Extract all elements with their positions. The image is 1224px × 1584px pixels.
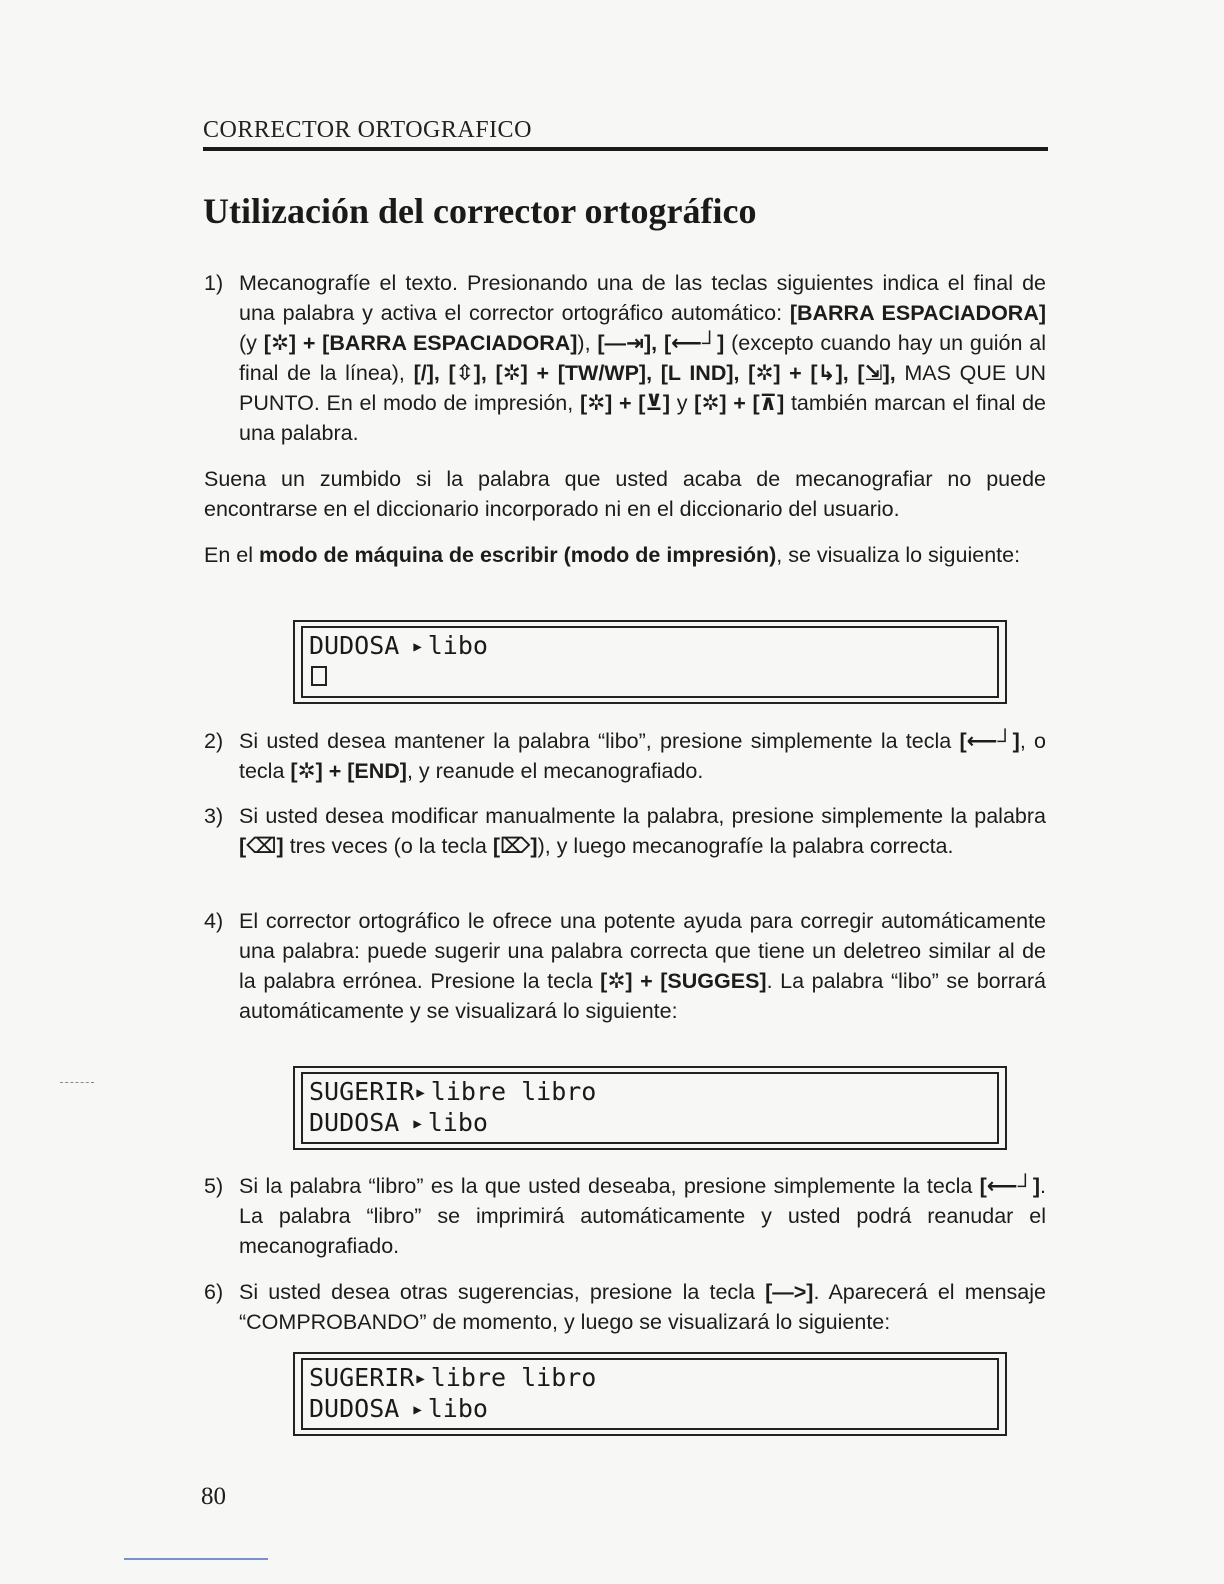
step-5 bbox=[204, 1171, 1046, 1261]
arrow-right-icon: ▶ bbox=[416, 1085, 425, 1101]
step-text: El corrector ortográfico le ofrece una potente ayuda para corregir automáticamente una palabra: puede sugerir una palabra correcta que tiene un deletreo similar al de la palabra errónea. Presione la tecla [✲] + [SUGGES]. La palabra “libo” se borrará automáticamente y se visualizará lo siguiente: bbox=[239, 909, 1047, 1023]
step-text: Mecanografíe el texto. Presionando una de las teclas siguientes indica el final de una palabra y activa el corrector ortográfico automático: [BARRA ESPACIADORA] (y [✲] + [BARRA ESPACIADORA]), [—⇥], [⟵┘] (excepto cuando hay un guión al final de la línea), [/], [⇳], [✲] + [TW/WP], [L IND], [✲] + [↳], [⇲], MAS QUE UN PUNTO. En el modo de impresión, [✲] + [⊻] y [✲] + [⊼] también marcan el final de una palabra. bbox=[239, 271, 1047, 445]
step-number: 6) bbox=[204, 1280, 224, 1304]
lcd-label-dudosa: DUDOSA bbox=[309, 631, 400, 660]
lcd-word: libo bbox=[427, 631, 488, 660]
lcd-word: libo bbox=[427, 1108, 488, 1137]
step-number: 3) bbox=[204, 804, 224, 828]
key-code-up: [✲] + [⊼] bbox=[694, 391, 785, 415]
section-header: CORRECTOR ORTOGRAFICO bbox=[203, 117, 532, 143]
arrow-right-icon: ▶ bbox=[413, 1116, 422, 1132]
lcd-label-dudosa: DUDOSA bbox=[309, 1108, 400, 1137]
margin-mark bbox=[60, 1082, 94, 1084]
key-backspace: [⌫] bbox=[239, 834, 284, 858]
key-barra-espaciadora: [BARRA ESPACIADORA] bbox=[789, 301, 1046, 325]
key-code-sugges: [✲] + [SUGGES] bbox=[600, 969, 767, 993]
key-code-down: [✲] + [⊻] bbox=[579, 391, 671, 415]
key-right-arrow: [—>] bbox=[765, 1280, 814, 1304]
key-word-delete: [⌦] bbox=[492, 834, 538, 858]
key-return: [⟵┘] bbox=[979, 1174, 1041, 1198]
key-code-space: [✲] + [BARRA ESPACIADORA] bbox=[263, 331, 578, 355]
lcd-suggestions: libre libro bbox=[430, 1077, 597, 1106]
step-number: 1) bbox=[204, 271, 224, 295]
step-6 bbox=[204, 1277, 1046, 1337]
step-2 bbox=[204, 726, 1046, 786]
lcd-screen bbox=[301, 626, 999, 698]
typewriter-mode-label: modo de máquina de escribir (modo de impresión) bbox=[258, 543, 777, 567]
arrow-right-icon: ▶ bbox=[413, 1402, 422, 1418]
lcd-display-3 bbox=[293, 1352, 1007, 1436]
key-code-end: [✲] + [END] bbox=[290, 759, 407, 783]
cursor-icon bbox=[311, 666, 327, 686]
page-title: Utilización del corrector ortográfico bbox=[203, 191, 757, 231]
key-tab-return: [—⇥], [⟵┘] bbox=[597, 331, 725, 355]
step-text: Si la palabra “libro” es la que usted deseaba, presione simplemente la tecla [⟵┘]. La palabra “libro” se imprimirá automáticamente y usted podrá reanudar el mecanografiado. bbox=[239, 1174, 1046, 1258]
lcd-suggestions: libre libro bbox=[430, 1363, 597, 1392]
bottom-edge-line bbox=[124, 1558, 268, 1560]
step-4 bbox=[204, 906, 1046, 1026]
lcd-display-2 bbox=[293, 1066, 1007, 1150]
lcd-screen bbox=[301, 1358, 999, 1430]
step-text: Si usted desea modificar manualmente la palabra, presione simplemente la palabra [⌫] tres veces (o la tecla [⌦]), y luego mecanografíe la palabra correcta. bbox=[239, 804, 1046, 858]
key-list: [/], [⇳], [✲] + [TW/WP], [L IND], [✲] + [↳], [⇲], bbox=[413, 361, 896, 385]
buzz-paragraph: Suena un zumbido si la palabra que usted acaba de mecanografiar no puede encontrarse en el diccionario incorporado ni en el diccionario del usuario. bbox=[204, 467, 1046, 521]
step-text: Si usted desea otras sugerencias, presione la tecla [—>]. Aparecerá el mensaje “COMPROBANDO” de momento, y luego se visualizará lo siguiente: bbox=[239, 1280, 1047, 1334]
step-number: 4) bbox=[204, 909, 224, 933]
key-return: [⟵┘] bbox=[959, 729, 1020, 753]
step-number: 2) bbox=[204, 729, 224, 753]
step-number: 5) bbox=[204, 1174, 224, 1198]
lcd-label-sugerir: SUGERIR bbox=[309, 1077, 415, 1106]
step-1 bbox=[204, 268, 1046, 448]
lcd-label-sugerir: SUGERIR bbox=[309, 1363, 415, 1392]
step-text: Si usted desea mantener la palabra “libo”, presione simplemente la tecla [⟵┘], o tecla [✲] + [END], y reanude el mecanografiado. bbox=[239, 729, 1046, 783]
page-number: 80 bbox=[201, 1483, 226, 1510]
typewriter-mode-paragraph: En el modo de máquina de escribir (modo de impresión), se visualiza lo siguiente: bbox=[204, 543, 1021, 567]
lcd-display-1 bbox=[293, 620, 1007, 704]
arrow-right-icon: ▶ bbox=[413, 639, 422, 655]
header-rule bbox=[203, 147, 1048, 151]
lcd-label-dudosa: DUDOSA bbox=[309, 1394, 400, 1423]
lcd-screen bbox=[301, 1072, 999, 1144]
step-3 bbox=[204, 801, 1046, 861]
arrow-right-icon: ▶ bbox=[416, 1371, 425, 1387]
lcd-word: libo bbox=[427, 1394, 488, 1423]
